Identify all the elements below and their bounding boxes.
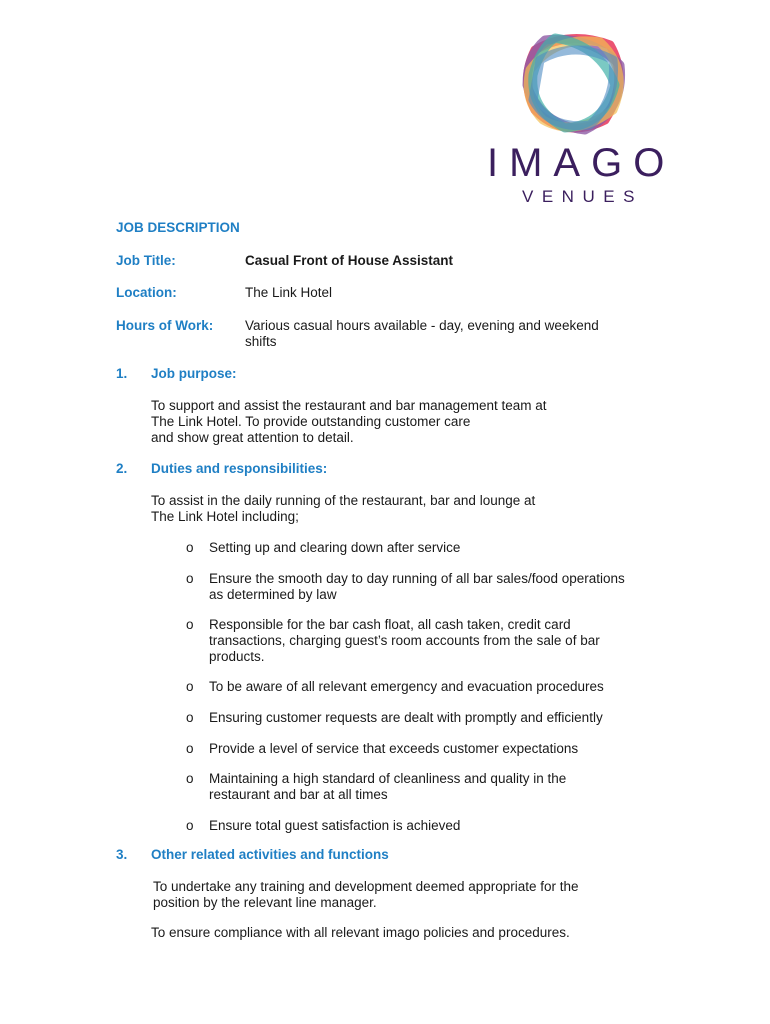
bullet-marker: o xyxy=(186,617,194,632)
bullet-marker: o xyxy=(186,571,194,586)
imago-venues-logo xyxy=(487,30,676,210)
bullet-text: Maintaining a high standard of cleanliness and quality in the xyxy=(209,771,567,786)
bullet-text: Responsible for the bar cash float, all cash taken, credit card xyxy=(209,617,571,632)
section-3-para2: To ensure compliance with all relevant imago policies and procedures. xyxy=(151,925,570,940)
bullet-text: restaurant and bar at all times xyxy=(209,787,388,802)
section-1-title: Job purpose: xyxy=(151,366,237,381)
bullet-marker: o xyxy=(186,710,194,725)
bullet-text: Provide a level of service that exceeds customer expectations xyxy=(209,741,579,756)
section-3-title: Other related activities and functions xyxy=(151,847,389,862)
logo-name: IMAGO xyxy=(487,141,676,185)
section-1-para-line: The Link Hotel. To provide outstanding customer care xyxy=(151,414,471,429)
job-title-value: Casual Front of House Assistant xyxy=(245,253,454,268)
hours-value-line1: Various casual hours available - day, evening and weekend xyxy=(245,318,599,333)
location-value: The Link Hotel xyxy=(245,285,333,300)
bullet-marker: o xyxy=(186,679,194,694)
bullet-marker: o xyxy=(186,818,194,833)
bullet-marker: o xyxy=(186,540,194,555)
logo-subtitle: VENUES xyxy=(522,187,643,206)
location-label: Location: xyxy=(116,285,177,300)
section-2-para-line: To assist in the daily running of the restaurant, bar and lounge at xyxy=(151,493,536,508)
bullet-text: Ensure the smooth day to day running of all bar sales/food operations xyxy=(209,571,625,586)
section-1-number: 1. xyxy=(116,366,128,381)
hours-value-line2: shifts xyxy=(245,334,277,349)
logo-mark-icon xyxy=(515,30,635,140)
section-3-number: 3. xyxy=(116,847,128,862)
section-1-para-line: and show great attention to detail. xyxy=(151,430,354,445)
bullet-marker: o xyxy=(186,741,194,756)
bullet-text: Ensuring customer requests are dealt with promptly and efficiently xyxy=(209,710,603,725)
hours-label: Hours of Work: xyxy=(116,318,214,333)
section-3-para-line: position by the relevant line manager. xyxy=(153,895,377,910)
section-3-para-line: To undertake any training and development deemed appropriate for the xyxy=(153,879,579,894)
section-2-para-line: The Link Hotel including; xyxy=(151,509,299,524)
bullet-text: as determined by law xyxy=(209,587,337,602)
bullet-text: Ensure total guest satisfaction is achieved xyxy=(209,818,461,833)
section-1-para-line: To support and assist the restaurant and bar management team at xyxy=(151,398,547,413)
bullet-text: Setting up and clearing down after service xyxy=(209,540,461,555)
bullet-marker: o xyxy=(186,771,194,786)
job-title-label: Job Title: xyxy=(116,253,176,268)
bullet-text: products. xyxy=(209,649,265,664)
document-heading: JOB DESCRIPTION xyxy=(116,220,240,235)
bullet-text: To be aware of all relevant emergency and evacuation procedures xyxy=(209,679,604,694)
bullet-text: transactions, charging guest’s room accounts from the sale of bar xyxy=(209,633,600,648)
section-2-title: Duties and responsibilities: xyxy=(151,461,328,476)
section-2-number: 2. xyxy=(116,461,128,476)
